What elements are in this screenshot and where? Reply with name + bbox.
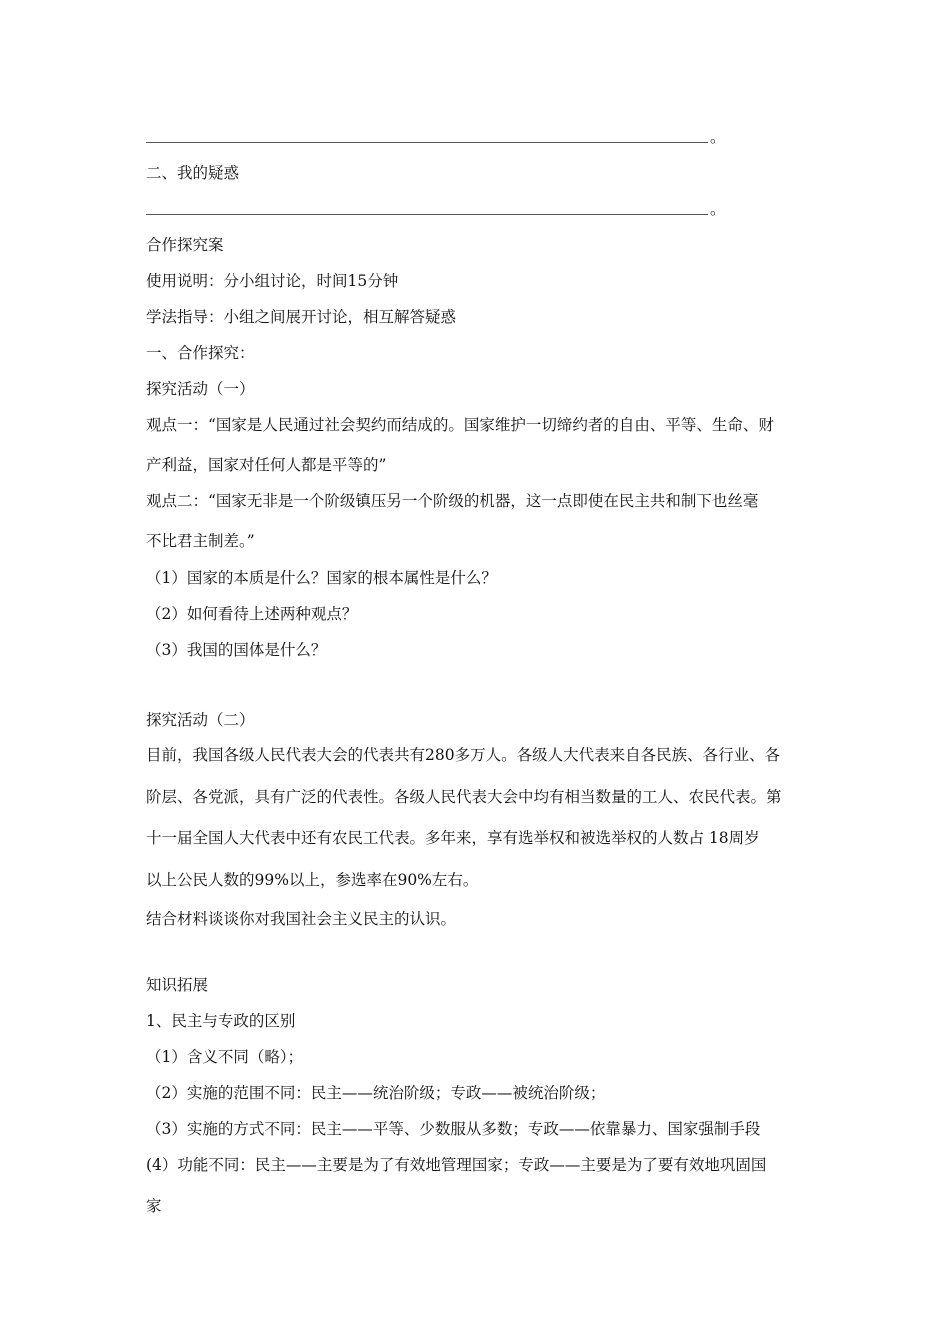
extension-item-1: （1）含义不同（略）； bbox=[146, 1048, 304, 1066]
section-one-heading: 一、合作探究： bbox=[146, 344, 255, 362]
underline bbox=[146, 214, 708, 215]
question-2: （2）如何看待上述两种观点？ bbox=[146, 605, 358, 623]
usage-note: 使用说明：分小组讨论，时间15分钟 bbox=[146, 272, 399, 290]
extension-item-3: （3）实施的方式不同：民主——平等、少数服从多数；专政——依靠暴力、国家强制手段 bbox=[146, 1120, 761, 1138]
activity2-prompt: 结合材料谈谈你对我国社会主义民主的认识。 bbox=[146, 910, 457, 928]
material-line-4: 以上公民人数的99%以上，参选率在90%左右。 bbox=[146, 871, 479, 889]
question-3: （3）我国的国体是什么？ bbox=[146, 641, 327, 659]
activity1-heading: 探究活动（一） bbox=[146, 380, 255, 398]
extension-item-2: （2）实施的范围不同：民主——统治阶级；专政——被统治阶级； bbox=[146, 1084, 606, 1102]
underline bbox=[146, 142, 708, 143]
extension-item-4-line1: (4）功能不同：民主——主要是为了有效地管理国家；专政——主要是为了要有效地巩固国 bbox=[146, 1156, 767, 1174]
material-line-1: 目前，我国各级人民代表大会的代表共有280多万人。各级人大代表来自各民族、各行业、各 bbox=[146, 746, 781, 764]
extension-item-4-line2: 家 bbox=[146, 1197, 162, 1215]
my-doubts-heading: 二、我的疑惑 bbox=[146, 164, 240, 182]
cooperative-title: 合作探究案 bbox=[146, 236, 224, 254]
extension-subheading: 1、民主与专政的区别 bbox=[146, 1012, 296, 1030]
viewpoint-one-line1: 观点一：“国家是人民通过社会契约而结成的。国家维护一切缔约者的自由、平等、生命、财 bbox=[146, 416, 774, 434]
viewpoint-one-line2: 产利益，国家对任何人都是平等的” bbox=[146, 456, 387, 474]
viewpoint-two-line2: 不比君主制差。” bbox=[146, 532, 255, 550]
answer-blank-line[interactable]: 。 bbox=[146, 128, 726, 146]
activity2-heading: 探究活动（二） bbox=[146, 711, 255, 729]
material-line-3: 十一届全国人大代表中还有农民工代表。多年来，享有选举权和被选举权的人数占 18周岁 bbox=[146, 829, 760, 847]
extension-heading: 知识拓展 bbox=[146, 976, 209, 994]
question-1: （1）国家的本质是什么？国家的根本属性是什么？ bbox=[146, 569, 497, 587]
doubts-blank-line[interactable]: 。 bbox=[146, 200, 726, 218]
material-line-2: 阶层、各党派，具有广泛的代表性。各级人民代表大会中均有相当数量的工人、农民代表。第 bbox=[146, 788, 782, 806]
viewpoint-two-line1: 观点二：“国家无非是一个阶级镇压另一个阶级的机器，这一点即使在民主共和制下也丝毫 bbox=[146, 492, 759, 510]
method-note: 学法指导：小组之间展开讨论，相互解答疑惑 bbox=[146, 308, 457, 326]
